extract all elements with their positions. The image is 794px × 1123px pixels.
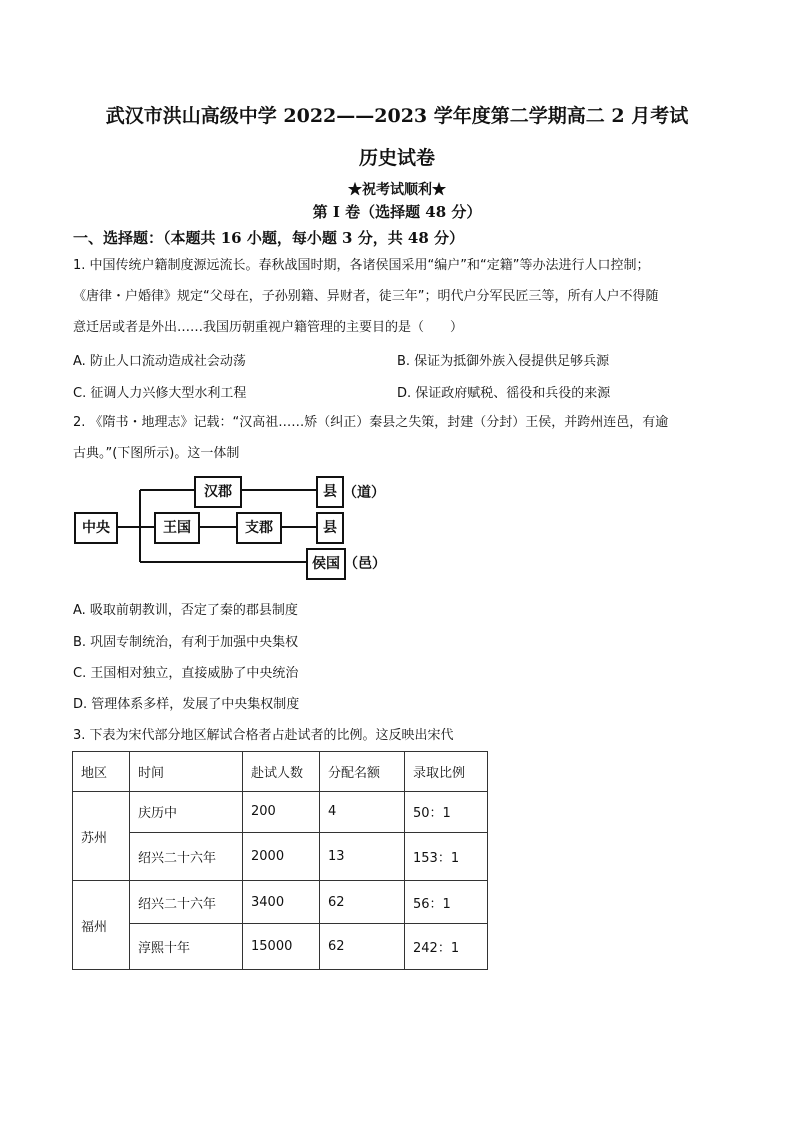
xian-box: 县 [316, 512, 344, 544]
region-cell: 苏州 [73, 792, 130, 881]
table-cell: 62 [320, 924, 405, 970]
volume-heading: 第 I 卷（选择题 48 分） [312, 203, 482, 221]
table-cell: 62 [320, 881, 405, 924]
table-row [73, 881, 488, 924]
zhi-jun-box: 支郡 [236, 512, 282, 544]
q1-option-b: B. 保证为抵御外族入侵提供足够兵源 [397, 354, 610, 369]
table-cell: 153：1 [405, 832, 488, 880]
q3-stem: 3. 下表为宋代部分地区解试合格者占赴试者的比例。这反映出宋代 [73, 728, 454, 743]
table-row [73, 792, 488, 833]
subject-title: 历史试卷 [358, 147, 435, 169]
table-cell: 4 [320, 792, 405, 833]
column-header: 分配名额 [320, 752, 405, 792]
q1-line: 1. 中国传统户籍制度源远流长。春秋战国时期，各诸侯国采用“编户”和“定籍”等办法进行人口控制； [73, 258, 650, 273]
q2-line: 2. 《隋书・地理志》记载：“汉高祖……矫（纠正）秦县之失策，封建（分封）王侯，并跨州连邑，有逾 [73, 415, 669, 430]
question-1 [73, 250, 733, 343]
q1-option-a: A. 防止人口流动造成社会动荡 [73, 354, 246, 369]
wang-guo-box: 王国 [154, 512, 200, 544]
column-header: 赴试人数 [243, 752, 320, 792]
hou-guo-box: 侯国 [306, 548, 346, 580]
q2-option-a: A. 吸取前朝教训，否定了秦的郡县制度 [73, 603, 298, 618]
yi-label: （邑） [344, 556, 386, 572]
han-jun-box: 汉郡 [194, 476, 242, 508]
column-header: 地区 [73, 752, 130, 792]
q1-line: 《唐律・户婚律》规定“父母在，子孙别籍、异财者，徒三年”；明代户分军民匠三等，所有人户不得随 [73, 289, 659, 304]
table-cell: 242：1 [405, 924, 488, 970]
table-cell: 2000 [243, 832, 320, 880]
q2-option-c: C. 王国相对独立，直接威胁了中央统治 [73, 666, 299, 681]
table-cell: 庆历中 [130, 792, 243, 833]
table-cell: 绍兴二十六年 [130, 881, 243, 924]
dao-label: （道） [343, 485, 385, 501]
xian-dao-box: 县 [316, 476, 344, 508]
question-2 [73, 407, 733, 469]
table-row [73, 924, 488, 970]
q2-option-b: B. 巩固专制统治，有利于加强中央集权 [73, 635, 299, 650]
wish-line: ★祝考试顺利★ [348, 182, 446, 198]
table-cell: 3400 [243, 881, 320, 924]
q1-line: 意迁居或者是外出……我国历朝重视户籍管理的主要目的是（ ） [73, 320, 464, 335]
table-cell: 绍兴二十六年 [130, 832, 243, 880]
exam-ratio-table [72, 751, 488, 970]
q1-option-d: D. 保证政府赋税、徭役和兵役的来源 [397, 386, 611, 401]
table-cell: 56：1 [405, 881, 488, 924]
exam-title: 武汉市洪山高级中学 2022——2023 学年度第二学期高二 2 月考试 [105, 105, 689, 127]
table-header-row [73, 752, 488, 792]
region-cell: 福州 [73, 881, 130, 970]
column-header: 时间 [130, 752, 243, 792]
table-row [73, 832, 488, 880]
q2-line: 古典。”(下图所示)。这一体制 [73, 446, 240, 461]
column-header: 录取比例 [405, 752, 488, 792]
table-cell: 50：1 [405, 792, 488, 833]
table-cell: 13 [320, 832, 405, 880]
table-cell: 200 [243, 792, 320, 833]
q2-option-d: D. 管理体系多样，发展了中央集权制度 [73, 697, 300, 712]
table-cell: 15000 [243, 924, 320, 970]
table-cell: 淳熙十年 [130, 924, 243, 970]
q1-option-c: C. 征调人力兴修大型水利工程 [73, 386, 247, 401]
center-box: 中央 [74, 512, 118, 544]
section-heading: 一、选择题：（本题共 16 小题，每小题 3 分，共 48 分） [73, 229, 465, 247]
